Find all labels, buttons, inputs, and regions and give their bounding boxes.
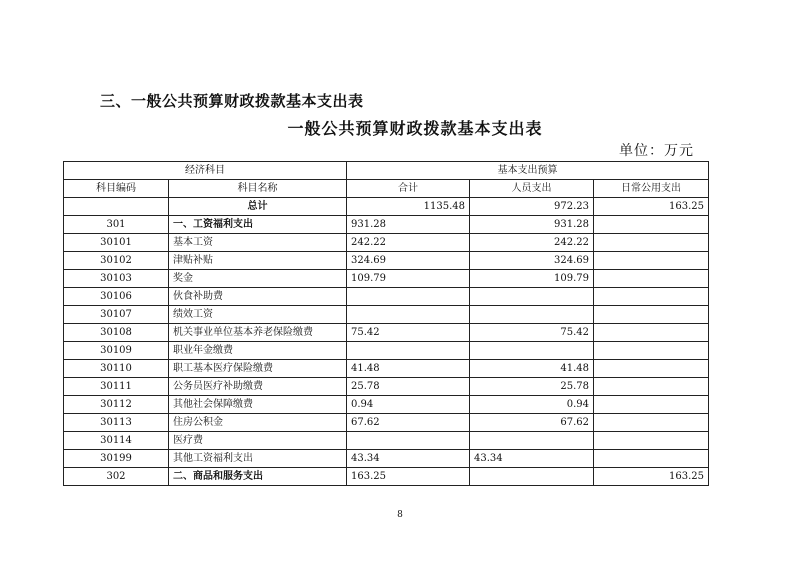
cell-public [594, 288, 709, 306]
cell-subject-code: 301 [64, 216, 169, 234]
cell-subject-code: 30109 [64, 342, 169, 360]
cell-public [594, 216, 709, 234]
cell-subject-name: 津贴补贴 [169, 252, 347, 270]
table-row [64, 198, 709, 216]
cell-subject-code: 30113 [64, 414, 169, 432]
page-number: 8 [397, 510, 403, 520]
cell-personnel: 75.42 [470, 324, 594, 342]
cell-subject-name: 住房公积金 [169, 414, 347, 432]
cell-total: 1135.48 [347, 198, 470, 216]
table-row [64, 378, 709, 396]
cell-personnel [470, 288, 594, 306]
cell-personnel [470, 468, 594, 486]
table-row [64, 342, 709, 360]
section-heading: 三、一般公共预算财政拨款基本支出表 [100, 92, 364, 110]
table-row [64, 432, 709, 450]
table-title: 一般公共预算财政拨款基本支出表 [287, 119, 543, 138]
cell-personnel: 41.48 [470, 360, 594, 378]
cell-personnel [470, 306, 594, 324]
cell-public: 163.25 [594, 468, 709, 486]
cell-subject-code: 30111 [64, 378, 169, 396]
cell-personnel [470, 432, 594, 450]
cell-subject-code [64, 198, 169, 216]
cell-personnel: 242.22 [470, 234, 594, 252]
header-group-row [64, 162, 709, 180]
table-body [64, 198, 709, 486]
cell-public [594, 396, 709, 414]
cell-subject-name: 其他工资福利支出 [169, 450, 347, 468]
cell-total [347, 288, 470, 306]
table-row [64, 414, 709, 432]
cell-public [594, 324, 709, 342]
cell-public [594, 450, 709, 468]
header-subject-name: 科目名称 [169, 180, 347, 198]
table-row [64, 396, 709, 414]
cell-total: 41.48 [347, 360, 470, 378]
cell-total: 0.94 [347, 396, 470, 414]
cell-subject-code: 30103 [64, 270, 169, 288]
cell-personnel: 0.94 [470, 396, 594, 414]
cell-total [347, 342, 470, 360]
cell-subject-code: 30114 [64, 432, 169, 450]
cell-public [594, 414, 709, 432]
cell-subject-code: 30102 [64, 252, 169, 270]
cell-total: 67.62 [347, 414, 470, 432]
table-row [64, 324, 709, 342]
cell-subject-name: 机关事业单位基本养老保险缴费 [169, 324, 347, 342]
table-row [64, 234, 709, 252]
table-row [64, 216, 709, 234]
cell-public [594, 306, 709, 324]
cell-total [347, 306, 470, 324]
cell-public [594, 270, 709, 288]
cell-personnel: 25.78 [470, 378, 594, 396]
table-row [64, 270, 709, 288]
cell-public [594, 378, 709, 396]
cell-public [594, 252, 709, 270]
cell-subject-code: 302 [64, 468, 169, 486]
cell-total: 43.34 [347, 450, 470, 468]
header-subject-code: 科目编码 [64, 180, 169, 198]
cell-total [347, 432, 470, 450]
cell-subject-name: 基本工资 [169, 234, 347, 252]
cell-personnel: 67.62 [470, 414, 594, 432]
cell-subject-code: 30110 [64, 360, 169, 378]
cell-total: 242.22 [347, 234, 470, 252]
cell-total: 109.79 [347, 270, 470, 288]
cell-subject-code: 30107 [64, 306, 169, 324]
cell-public: 163.25 [594, 198, 709, 216]
cell-subject-name: 职工基本医疗保险缴费 [169, 360, 347, 378]
cell-subject-code: 30101 [64, 234, 169, 252]
expenditure-table [63, 161, 709, 486]
cell-public [594, 432, 709, 450]
header-basic-budget: 基本支出预算 [347, 162, 709, 180]
cell-subject-name: 职业年金缴费 [169, 342, 347, 360]
cell-personnel: 43.34 [470, 450, 594, 468]
cell-subject-code: 30112 [64, 396, 169, 414]
cell-total: 163.25 [347, 468, 470, 486]
cell-personnel: 931.28 [470, 216, 594, 234]
header-personnel: 人员支出 [470, 180, 594, 198]
cell-subject-name: 总计 [169, 198, 347, 216]
cell-personnel: 324.69 [470, 252, 594, 270]
cell-public [594, 360, 709, 378]
cell-subject-name: 二、商品和服务支出 [169, 468, 347, 486]
table-row [64, 468, 709, 486]
cell-subject-name: 公务员医疗补助缴费 [169, 378, 347, 396]
cell-subject-name: 一、工资福利支出 [169, 216, 347, 234]
cell-total: 931.28 [347, 216, 470, 234]
cell-subject-code: 30106 [64, 288, 169, 306]
cell-total: 324.69 [347, 252, 470, 270]
header-public: 日常公用支出 [594, 180, 709, 198]
cell-personnel: 109.79 [470, 270, 594, 288]
cell-subject-name: 其他社会保障缴费 [169, 396, 347, 414]
header-total: 合计 [347, 180, 470, 198]
cell-total: 25.78 [347, 378, 470, 396]
table-row [64, 252, 709, 270]
cell-subject-code: 30199 [64, 450, 169, 468]
cell-total: 75.42 [347, 324, 470, 342]
table-row [64, 360, 709, 378]
cell-subject-name: 伙食补助费 [169, 288, 347, 306]
cell-subject-name: 绩效工资 [169, 306, 347, 324]
header-column-row [64, 180, 709, 198]
cell-public [594, 234, 709, 252]
unit-label: 单位：万元 [619, 143, 694, 159]
cell-personnel [470, 342, 594, 360]
table-row [64, 288, 709, 306]
cell-subject-code: 30108 [64, 324, 169, 342]
table-row [64, 450, 709, 468]
cell-public [594, 342, 709, 360]
cell-subject-name: 医疗费 [169, 432, 347, 450]
cell-personnel: 972.23 [470, 198, 594, 216]
cell-subject-name: 奖金 [169, 270, 347, 288]
table-row [64, 306, 709, 324]
header-economic-subject: 经济科目 [64, 162, 347, 180]
